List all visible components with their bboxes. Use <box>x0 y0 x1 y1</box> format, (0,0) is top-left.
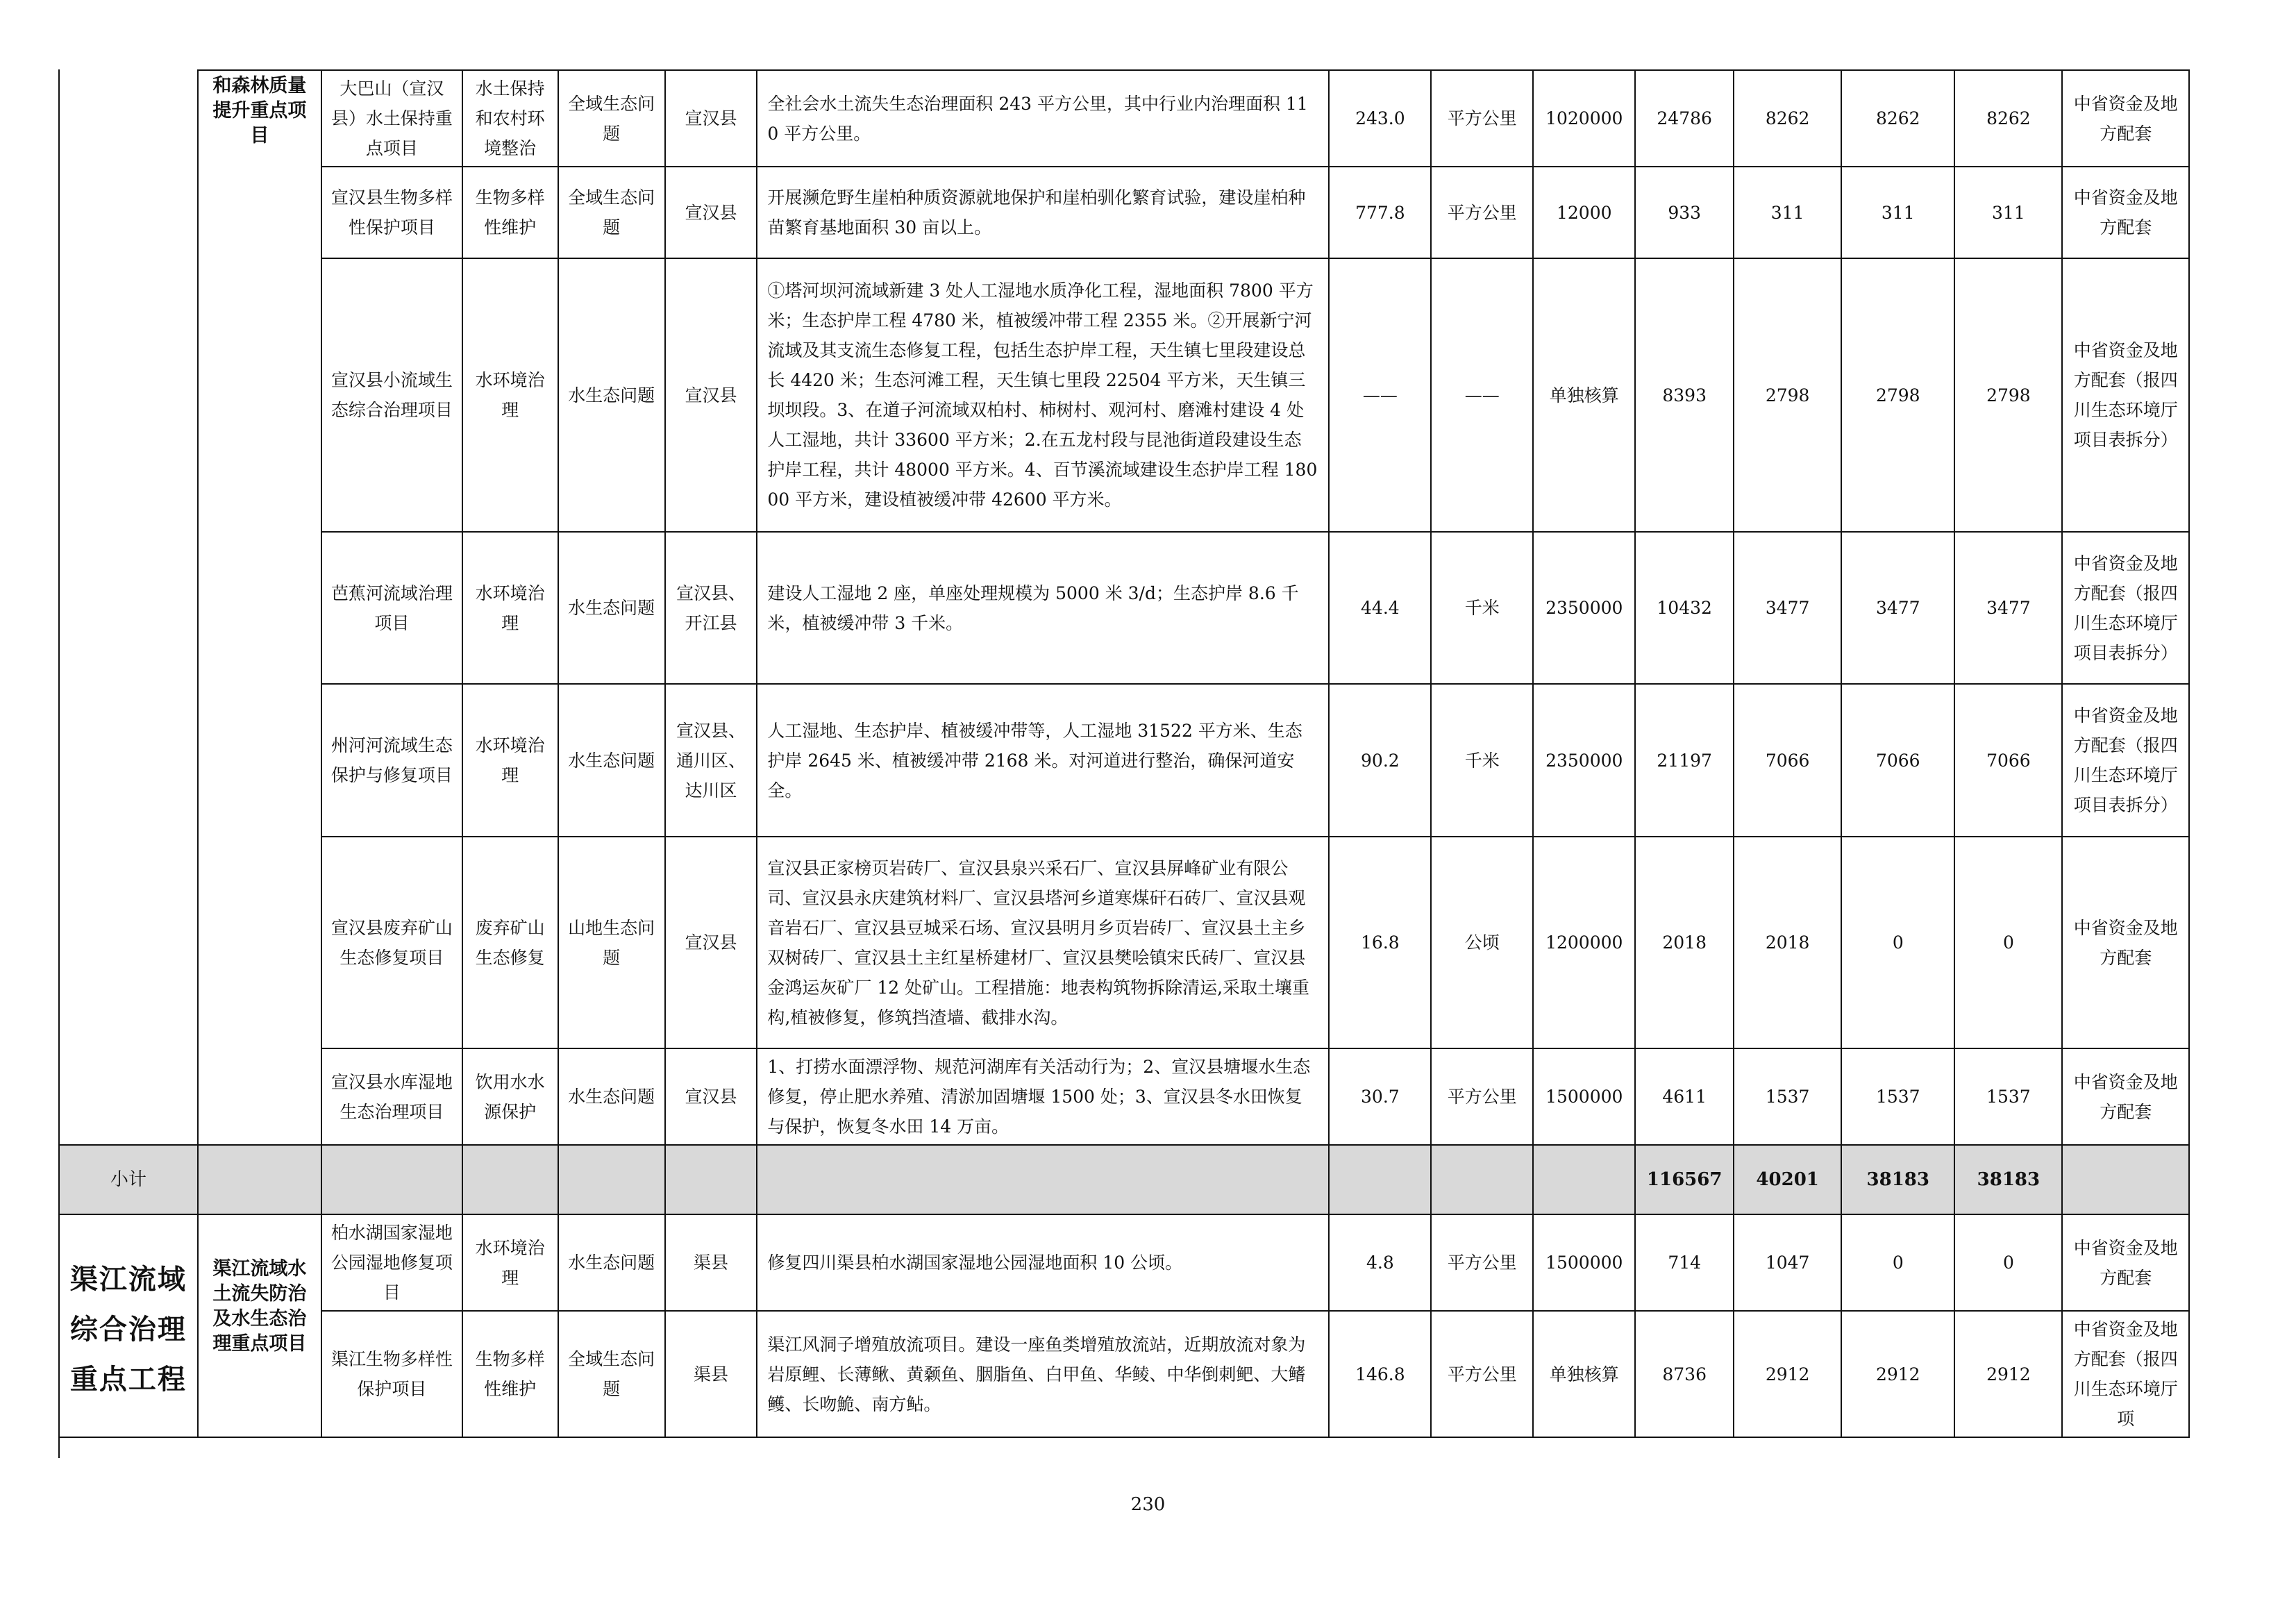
total-investment: 8393 <box>1635 258 1734 532</box>
investment-2: 2798 <box>1841 258 1954 532</box>
project-name: 柏水湖国家湿地公园湿地修复项目 <box>321 1214 462 1311</box>
table-body <box>59 70 2189 1437</box>
project-type: 水环境治理 <box>462 1214 558 1311</box>
investment-3: 8262 <box>1954 70 2062 167</box>
table-row <box>59 1214 2189 1311</box>
eco-problem: 水生态问题 <box>558 684 665 837</box>
investment-1: 8262 <box>1734 70 1841 167</box>
table-row <box>59 684 2189 837</box>
total-investment: 2018 <box>1635 837 1734 1048</box>
eco-problem: 全域生态问题 <box>558 70 665 167</box>
total-investment: 24786 <box>1635 70 1734 167</box>
subtotal-c2: 38183 <box>1841 1145 1954 1214</box>
investment-1: 2798 <box>1734 258 1841 532</box>
eco-problem: 水生态问题 <box>558 1048 665 1145</box>
investment-2: 2912 <box>1841 1311 1954 1437</box>
investment-2: 0 <box>1841 1214 1954 1311</box>
investment-2: 7066 <box>1841 684 1954 837</box>
eco-problem: 水生态问题 <box>558 258 665 532</box>
total-investment: 21197 <box>1635 684 1734 837</box>
project-table <box>58 69 2190 1438</box>
investment-3: 311 <box>1954 167 2062 258</box>
project-content: 渠江风洞子增殖放流项目。建设一座鱼类增殖放流站，近期放流对象为岩原鲤、长薄鳅、黄颡鱼、胭脂鱼、白甲鱼、华鲮、中华倒刺鲃、大鳍鳠、长吻鮠、南方鲇。 <box>757 1311 1329 1437</box>
table-row <box>59 258 2189 532</box>
investment-1: 311 <box>1734 167 1841 258</box>
subtotal-c1: 40201 <box>1734 1145 1841 1214</box>
unit-price: 单独核算 <box>1533 1311 1635 1437</box>
project-type: 饮用水水源保护 <box>462 1048 558 1145</box>
investment-1: 7066 <box>1734 684 1841 837</box>
investment-2: 3477 <box>1841 532 1954 684</box>
unit-price: 1500000 <box>1533 1048 1635 1145</box>
table-row <box>59 167 2189 258</box>
fund-source: 中省资金及地方配套（报四川生态环境厅项目表拆分） <box>2062 532 2189 684</box>
quantity: 777.8 <box>1329 167 1431 258</box>
unit: 平方公里 <box>1431 1311 1533 1437</box>
investment-3: 0 <box>1954 837 2062 1048</box>
subtotal-row <box>59 1145 2189 1214</box>
project-type: 水环境治理 <box>462 684 558 837</box>
investment-3: 0 <box>1954 1214 2062 1311</box>
quantity: 90.2 <box>1329 684 1431 837</box>
investment-2: 311 <box>1841 167 1954 258</box>
unit-price: 2350000 <box>1533 684 1635 837</box>
unit-price: 1200000 <box>1533 837 1635 1048</box>
project-content: 修复四川渠县柏水湖国家湿地公园湿地面积 10 公顷。 <box>757 1214 1329 1311</box>
county: 宣汉县 <box>665 258 757 532</box>
fund-source: 中省资金及地方配套 <box>2062 837 2189 1048</box>
county: 宣汉县 <box>665 837 757 1048</box>
quantity: 146.8 <box>1329 1311 1431 1437</box>
unit: —— <box>1431 258 1533 532</box>
investment-3: 2798 <box>1954 258 2062 532</box>
investment-1: 1047 <box>1734 1214 1841 1311</box>
project-content: 开展濒危野生崖柏种质资源就地保护和崖柏驯化繁育试验，建设崖柏种苗繁育基地面积 30 亩以上。 <box>757 167 1329 258</box>
investment-1: 3477 <box>1734 532 1841 684</box>
project-name: 宣汉县水库湿地生态治理项目 <box>321 1048 462 1145</box>
investment-2: 1537 <box>1841 1048 1954 1145</box>
fund-source: 中省资金及地方配套（报四川生态环境厅项 <box>2062 1311 2189 1437</box>
project-content: 建设人工湿地 2 座，单座处理规模为 5000 米 3/d；生态护岸 8.6 千米，植被缓冲带 3 千米。 <box>757 532 1329 684</box>
investment-1: 2912 <box>1734 1311 1841 1437</box>
quantity: 243.0 <box>1329 70 1431 167</box>
investment-3: 7066 <box>1954 684 2062 837</box>
unit-price: 1020000 <box>1533 70 1635 167</box>
eco-problem: 水生态问题 <box>558 532 665 684</box>
project-name: 州河河流域生态保护与修复项目 <box>321 684 462 837</box>
eco-problem: 全域生态问题 <box>558 1311 665 1437</box>
eco-problem: 全域生态问题 <box>558 167 665 258</box>
subtotal-total: 116567 <box>1635 1145 1734 1214</box>
subcategory-cell: 和森林质量提升重点项目 <box>198 70 321 1145</box>
unit: 公顷 <box>1431 837 1533 1048</box>
project-type: 水环境治理 <box>462 532 558 684</box>
project-content: 全社会水土流失生态治理面积 243 平方公里，其中行业内治理面积 110 平方公里。 <box>757 70 1329 167</box>
eco-problem: 山地生态问题 <box>558 837 665 1048</box>
project-type: 水土保持和农村环境整治 <box>462 70 558 167</box>
county: 渠县 <box>665 1311 757 1437</box>
project-name: 宣汉县小流域生态综合治理项目 <box>321 258 462 532</box>
investment-3: 1537 <box>1954 1048 2062 1145</box>
project-type: 水环境治理 <box>462 258 558 532</box>
page-number: 230 <box>1130 1494 1166 1515</box>
table-row <box>59 1311 2189 1437</box>
project-name: 宣汉县生物多样性保护项目 <box>321 167 462 258</box>
investment-2: 0 <box>1841 837 1954 1048</box>
investment-2: 8262 <box>1841 70 1954 167</box>
project-name: 宣汉县废弃矿山生态修复项目 <box>321 837 462 1048</box>
total-investment: 714 <box>1635 1214 1734 1311</box>
project-name: 渠江生物多样性保护项目 <box>321 1311 462 1437</box>
project-content: 人工湿地、生态护岸、植被缓冲带等，人工湿地 31522 平方米、生态护岸 2645 米、植被缓冲带 2168 米。对河道进行整治，确保河道安全。 <box>757 684 1329 837</box>
fund-source: 中省资金及地方配套（报四川生态环境厅项目表拆分） <box>2062 684 2189 837</box>
fund-source: 中省资金及地方配套（报四川生态环境厅项目表拆分） <box>2062 258 2189 532</box>
county: 宣汉县 <box>665 70 757 167</box>
table-row <box>59 837 2189 1048</box>
unit-price: 12000 <box>1533 167 1635 258</box>
subcategory-cell: 渠江流域水土流失防治及水生态治理重点项目 <box>198 1214 321 1437</box>
unit: 千米 <box>1431 532 1533 684</box>
project-name: 芭蕉河流域治理项目 <box>321 532 462 684</box>
fund-source: 中省资金及地方配套 <box>2062 1048 2189 1145</box>
unit: 平方公里 <box>1431 1048 1533 1145</box>
investment-1: 1537 <box>1734 1048 1841 1145</box>
unit-price: 1500000 <box>1533 1214 1635 1311</box>
blank-category-cell <box>59 70 198 1145</box>
county: 宣汉县 <box>665 1048 757 1145</box>
total-investment: 933 <box>1635 167 1734 258</box>
project-type: 生物多样性维护 <box>462 167 558 258</box>
table-row <box>59 1048 2189 1145</box>
table-row <box>59 70 2189 167</box>
project-content: 宣汉县正家榜页岩砖厂、宣汉县泉兴采石厂、宣汉县屏峰矿业有限公司、宣汉县永庆建筑材料厂、宣汉县塔河乡道寒煤矸石砖厂、宣汉县观音岩石厂、宣汉县豆城采石场、宣汉县明月乡页岩砖厂、宣汉县土主乡双树砖厂、宣汉县土主红星桥建材厂、宣汉县樊哙镇宋氏砖厂、宣汉县金鸿运灰矿厂 12 处矿山。工程措施：地表构筑物拆除清运,采取土壤重构,植被修复，修筑挡渣墙、截排水沟。 <box>757 837 1329 1048</box>
county: 宣汉县 <box>665 167 757 258</box>
unit-price: 单独核算 <box>1533 258 1635 532</box>
county: 渠县 <box>665 1214 757 1311</box>
fund-source: 中省资金及地方配套 <box>2062 167 2189 258</box>
fund-source: 中省资金及地方配套 <box>2062 70 2189 167</box>
unit: 平方公里 <box>1431 167 1533 258</box>
subtotal-c3: 38183 <box>1954 1145 2062 1214</box>
quantity: —— <box>1329 258 1431 532</box>
quantity: 4.8 <box>1329 1214 1431 1311</box>
project-type: 废弃矿山生态修复 <box>462 837 558 1048</box>
project-type: 生物多样性维护 <box>462 1311 558 1437</box>
subtotal-label: 小计 <box>59 1145 198 1214</box>
unit: 平方公里 <box>1431 70 1533 167</box>
county: 宣汉县、通川区、达川区 <box>665 684 757 837</box>
investment-3: 2912 <box>1954 1311 2062 1437</box>
quantity: 30.7 <box>1329 1048 1431 1145</box>
investment-1: 2018 <box>1734 837 1841 1048</box>
total-investment: 10432 <box>1635 532 1734 684</box>
quantity: 16.8 <box>1329 837 1431 1048</box>
category-cell: 渠江流域综合治理重点工程 <box>59 1214 198 1437</box>
unit: 平方公里 <box>1431 1214 1533 1311</box>
county: 宣汉县、开江县 <box>665 532 757 684</box>
fund-source: 中省资金及地方配套 <box>2062 1214 2189 1311</box>
project-name: 大巴山（宣汉县）水土保持重点项目 <box>321 70 462 167</box>
eco-problem: 水生态问题 <box>558 1214 665 1311</box>
project-content: ①塔河坝河流域新建 3 处人工湿地水质净化工程，湿地面积 7800 平方米；生态护岸工程 4780 米，植被缓冲带工程 2355 米。②开展新宁河流域及其支流生态修复工程，包括生态护岸工程，天生镇七里段建设总长 4420 米；生态河滩工程，天生镇七里段 22504 平方米，天生镇三坝坝段。3、在道子河流域双柏村、柿树村、观河村、磨滩村建设 4 处人工湿地，共计 33600 平方米；2.在五龙村段与昆池街道段建设生态护岸工程，共计 48000 平方米。4、百节溪流域建设生态护岸工程 18000 平方米，建设植被缓冲带 42600 平方米。 <box>757 258 1329 532</box>
project-content: 1、打捞水面漂浮物、规范河湖库有关活动行为；2、宣汉县塘堰水生态修复，停止肥水养殖、清淤加固塘堰 1500 处；3、宣汉县冬水田恢复与保护，恢复冬水田 14 万亩。 <box>757 1048 1329 1145</box>
table-row <box>59 532 2189 684</box>
investment-3: 3477 <box>1954 532 2062 684</box>
total-investment: 4611 <box>1635 1048 1734 1145</box>
quantity: 44.4 <box>1329 532 1431 684</box>
unit-price: 2350000 <box>1533 532 1635 684</box>
total-investment: 8736 <box>1635 1311 1734 1437</box>
unit: 千米 <box>1431 684 1533 837</box>
